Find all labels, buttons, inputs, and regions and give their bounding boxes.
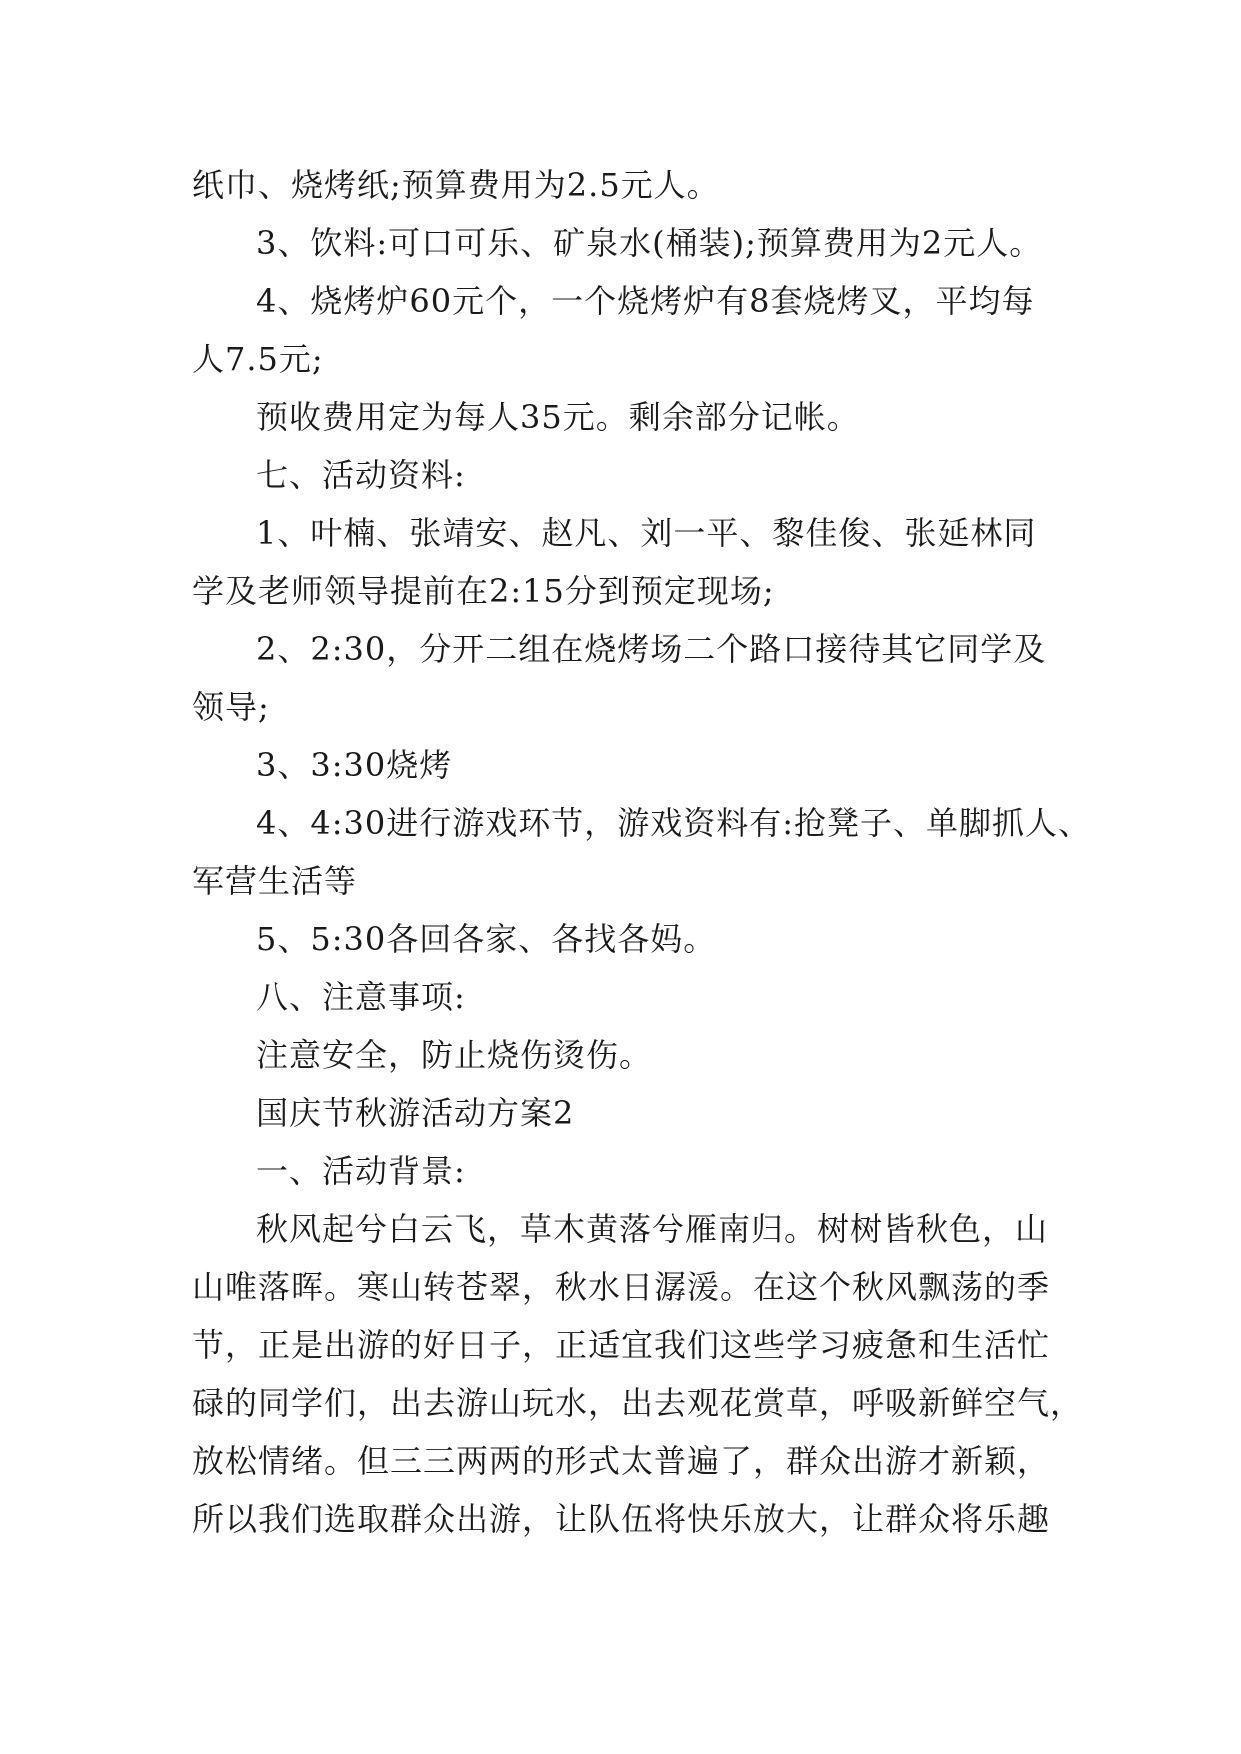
text-line: 1、叶楠、张靖安、赵凡、刘一平、黎佳俊、张延林同 (256, 514, 1037, 552)
text-line: 秋风起兮白云飞，草木黄落兮雁南归。树树皆秋色，山 (256, 1210, 1049, 1248)
section-heading: 七、活动资料: (256, 456, 466, 494)
text-line: 预收费用定为每人35元。剩余部分记帐。 (256, 398, 860, 436)
text-line: 领导; (192, 688, 270, 726)
text-line: 3、3:30烧烤 (256, 746, 453, 784)
text-line: 注意安全，防止烧伤烫伤。 (256, 1036, 653, 1074)
text-line: 5、5:30各回各家、各找各妈。 (256, 920, 717, 958)
text-line: 4、4:30进行游戏环节，游戏资料有:抢凳子、单脚抓人、 (256, 804, 1092, 842)
text-line: 纸巾、烧烤纸;预算费用为2.5元人。 (192, 166, 720, 204)
text-line: 所以我们选取群众出游，让队伍将快乐放大，让群众将乐趣 (192, 1500, 1051, 1538)
text-line: 节，正是出游的好日子，正适宜我们这些学习疲惫和生活忙 (192, 1326, 1051, 1364)
section-heading: 八、注意事项: (256, 978, 466, 1016)
section-heading: 一、活动背景: (256, 1152, 466, 1190)
document-subtitle: 国庆节秋游活动方案2 (256, 1094, 575, 1132)
text-line: 碌的同学们，出去游山玩水，出去观花赏草，呼吸新鲜空气， (192, 1384, 1084, 1422)
text-line: 2、2:30，分开二组在烧烤场二个路口接待其它同学及 (256, 630, 1047, 668)
document-body (192, 156, 1092, 1548)
text-line: 军营生活等 (192, 862, 358, 900)
text-line: 人7.5元; (192, 340, 324, 378)
text-line: 放松情绪。但三三两两的形式太普遍了，群众出游才新颖， (192, 1442, 1051, 1480)
text-line: 学及老师领导提前在2:15分到预定现场; (192, 572, 775, 610)
text-line: 4、烧烤炉60元个，一个烧烤炉有8套烧烤叉，平均每 (256, 282, 1035, 320)
text-line: 3、饮料:可口可乐、矿泉水(桶装);预算费用为2元人。 (256, 224, 1043, 262)
text-line: 山唯落晖。寒山转苍翠，秋水日潺湲。在这个秋风飘荡的季 (192, 1268, 1051, 1306)
